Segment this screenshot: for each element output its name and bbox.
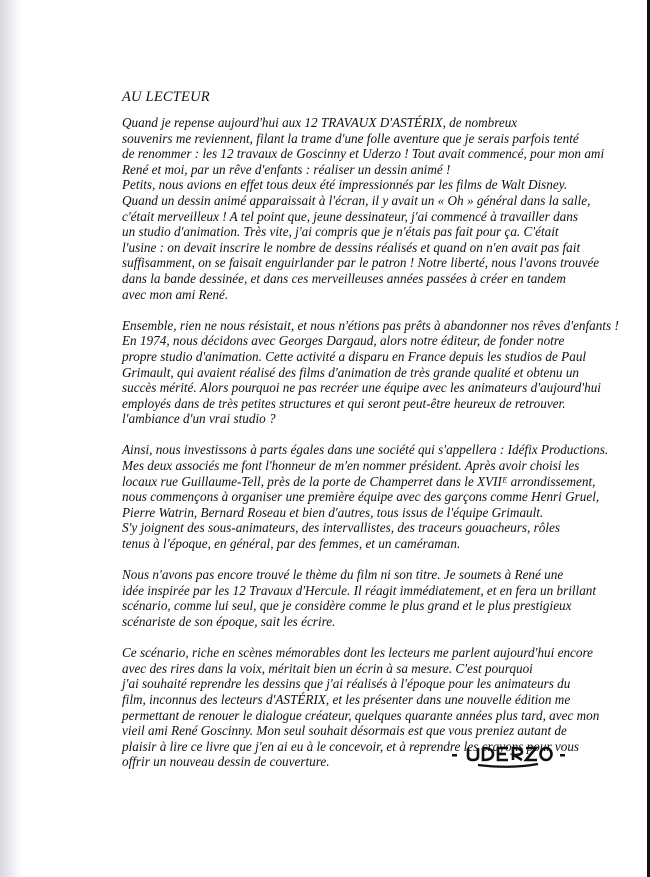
text-line: film, inconnus des lecteurs d'ASTÉRIX, et les présenter dans une nouvelle édition me: [122, 691, 571, 707]
text-line: Quand un dessin animé apparaissait à l'écran, il y avait un « Oh » général dans la salle,: [122, 192, 591, 208]
text-line: un studio d'animation. Très vite, j'ai compris que je n'étais pas fait pour ça. C'était: [122, 224, 559, 240]
text-line: Ainsi, nous investissons à parts égales dans une société qui s'appellera : Idéfix Productions.: [122, 442, 609, 458]
text-line: Nous n'avons pas encore trouvé le thème du film ni son titre. Je soumets à René une: [122, 567, 564, 583]
text-line: offrir un nouveau dessin de couverture.: [122, 754, 330, 770]
text-line: l'ambiance d'un vrai studio ?: [122, 411, 276, 427]
text-line: nous commençons à organiser une première équipe avec des garçons comme Henri Gruel,: [122, 489, 600, 505]
text-line: scénario, comme lui seul, que je considère comme le plus grand et le plus prestigieux: [122, 598, 572, 614]
text-line: j'ai souhaité reprendre les dessins que j'ai réalisés à l'époque pour les animateurs du: [122, 676, 571, 692]
paragraph: [122, 317, 619, 427]
text-line: Mes deux associés me font l'honneur de m'en nommer président. Après avoir choisi les: [122, 458, 580, 474]
text-line: Pierre Watrin, Bernard Roseau et bien d'autres, tous issus de l'équipe Grimault.: [122, 504, 544, 520]
text-line: employés dans de très petites structures et qui seront peut-être heureux de retrouver.: [122, 395, 566, 411]
text-line: En 1974, nous décidons avec Georges Dargaud, alors notre éditeur, de fonder notre: [122, 333, 565, 349]
paragraph: [122, 442, 609, 552]
text-line: René et moi, par un rêve d'enfants : réaliser un dessin animé !: [122, 161, 451, 177]
text-line: vieil ami René Goscinny. Mon seul souhait désormais est que vous preniez autant de: [122, 723, 567, 739]
text-line: dans la bande dessinée, et dans ces merveilleuses années passées à créer en tandem: [122, 270, 566, 286]
text-line: locaux rue Guillaume-Tell, près de la porte de Champerret dans le XVIIᴱ arrondissement,: [122, 473, 596, 489]
text-line: propre studio d'animation. Cette activité a disparu en France depuis les studios de Paul: [122, 348, 587, 364]
paragraph: [122, 115, 605, 302]
letter-body: [122, 115, 619, 770]
text-line: plaisir à lire ce livre que j'en ai eu à le concevoir, et à reprendre les crayons pour vous: [122, 738, 580, 754]
text-line: permettant de renouer le dialogue créateur, quelques quarante années plus tard, avec mon: [122, 707, 600, 723]
letter-title: AU LECTEUR: [122, 89, 210, 105]
text-line: Quand je repense aujourd'hui aux 12 TRAVAUX D'ASTÉRIX, de nombreux: [122, 115, 518, 130]
text-line: Grimault, qui avaient réalisé des films d'animation de très grande qualité et obtenu un: [122, 364, 580, 380]
signature-uderzo: [450, 742, 580, 772]
text-line: scénariste de son époque, sait les écrire.: [122, 614, 336, 629]
text-line: Petits, nous avions en effet tous deux été impressionnés par les films de Walt Disney.: [122, 177, 568, 193]
text-line: l'usine : on devait inscrire le nombre de dessins réalisés et quand on n'en avait pas fait: [122, 239, 581, 255]
text-line: Ce scénario, riche en scènes mémorables dont les lecteurs me parlent aujourd'hui encore: [122, 645, 593, 661]
text-line: c'était merveilleux ! A tel point que, jeune dessinateur, j'ai commencé à travailler dans: [122, 208, 578, 224]
text-line: avec des rires dans la voix, méritait bien un écrin à sa mesure. C'est pourquoi: [122, 660, 533, 676]
text-line: avec mon ami René.: [122, 286, 229, 302]
letter-page: [122, 88, 619, 786]
text-line: Ensemble, rien ne nous résistait, et nous n'étions pas prêts à abandonner nos rêves d'enfants !: [122, 317, 619, 333]
text-line: idée inspirée par les 12 Travaux d'Hercule. Il réagit immédiatement, et en fera un brillant: [122, 582, 597, 598]
text-line: tenus à l'époque, en général, par des femmes, et un caméraman.: [122, 536, 461, 552]
text-line: suffisamment, on se faisait enguirlander par le patron ! Notre liberté, nous l'avons trouvée: [122, 255, 600, 271]
text-line: souvenirs me reviennent, filant la trame d'une folle aventure que je serais parfois tenté: [122, 130, 579, 146]
binding-shadow: [0, 0, 22, 877]
text-line: succès mérité. Alors pourquoi ne pas recréer une équipe avec les animateurs d'aujourd'hui: [122, 380, 601, 396]
text-line: S'y joignent des sous-animateurs, des intervallistes, des traceurs gouacheurs, rôles: [122, 520, 560, 536]
text-line: de renommer : les 12 travaux de Goscinny et Uderzo ! Tout avait commencé, pour mon ami: [122, 146, 605, 162]
paragraph: [122, 567, 597, 629]
